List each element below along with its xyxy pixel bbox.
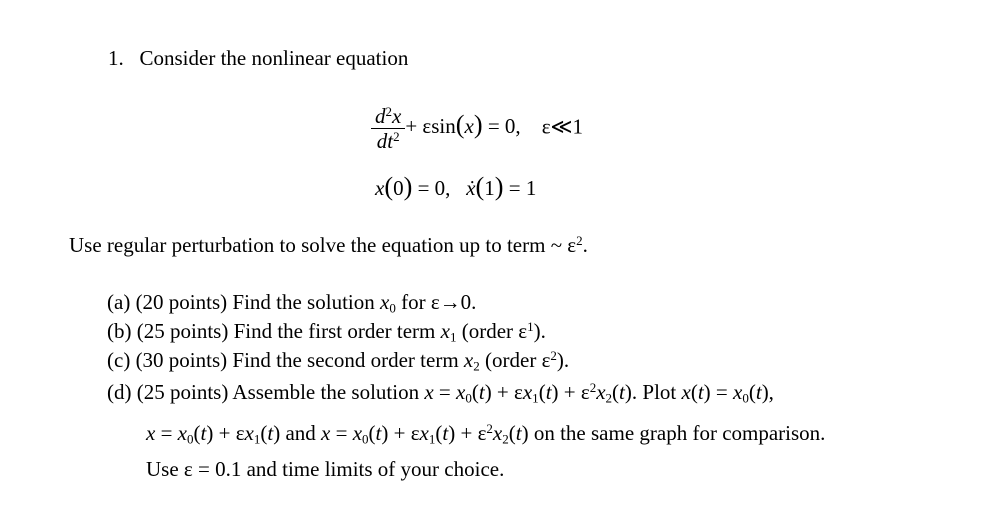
second-derivative-fraction — [371, 104, 405, 153]
problem-number: 1. — [108, 46, 124, 70]
part-d: (d) (25 points) Assemble the solution $x = x_0(t) + \varepsilon x_1(t) + \varepsilon^2x_2(t)$. Plot $x(t) = x_0(t)$, — [107, 379, 774, 406]
part-d-line2: $x = x_0(t) + \varepsilon x_1(t)$ and $x = x_0(t) + \varepsilon x_1(t) + \varepsilon^2x_2(t)$ on the same graph for comparison. — [146, 420, 826, 447]
fraction-numerator: $d^2x$ — [375, 103, 402, 128]
small-parameter-condition: ε≪1 — [541, 114, 583, 139]
part-c-label: (c) — [107, 348, 131, 372]
initial-conditions: x(0) = 0, ẋ(1) = 1 — [375, 172, 537, 201]
part-a-label: (a) — [107, 290, 131, 314]
part-b-label: (b) — [107, 319, 132, 343]
part-a: (a) (20 points) Find the solution $x_0$ for ε→0. — [107, 290, 477, 316]
ode-equation — [371, 104, 583, 153]
problem-header — [108, 46, 408, 71]
equation-body: + εsin(x) = 0, — [405, 110, 521, 140]
part-d-line3: Use ε = 0.1 and time limits of your choice. — [146, 457, 505, 481]
fraction-denominator: $dt^2$ — [371, 128, 405, 153]
instruction-text: Use regular perturbation to solve the equation up to term ~ $\varepsilon^2$. — [69, 232, 588, 257]
part-d-label: (d) — [107, 380, 132, 404]
part-b: (b) (25 points) Find the first order term $x_1$ (order $\varepsilon^1$). — [107, 318, 546, 345]
part-c: (c) (30 points) Find the second order term $x_2$ (order $\varepsilon^2$). — [107, 347, 570, 374]
problem-intro: Consider the nonlinear equation — [139, 46, 409, 70]
